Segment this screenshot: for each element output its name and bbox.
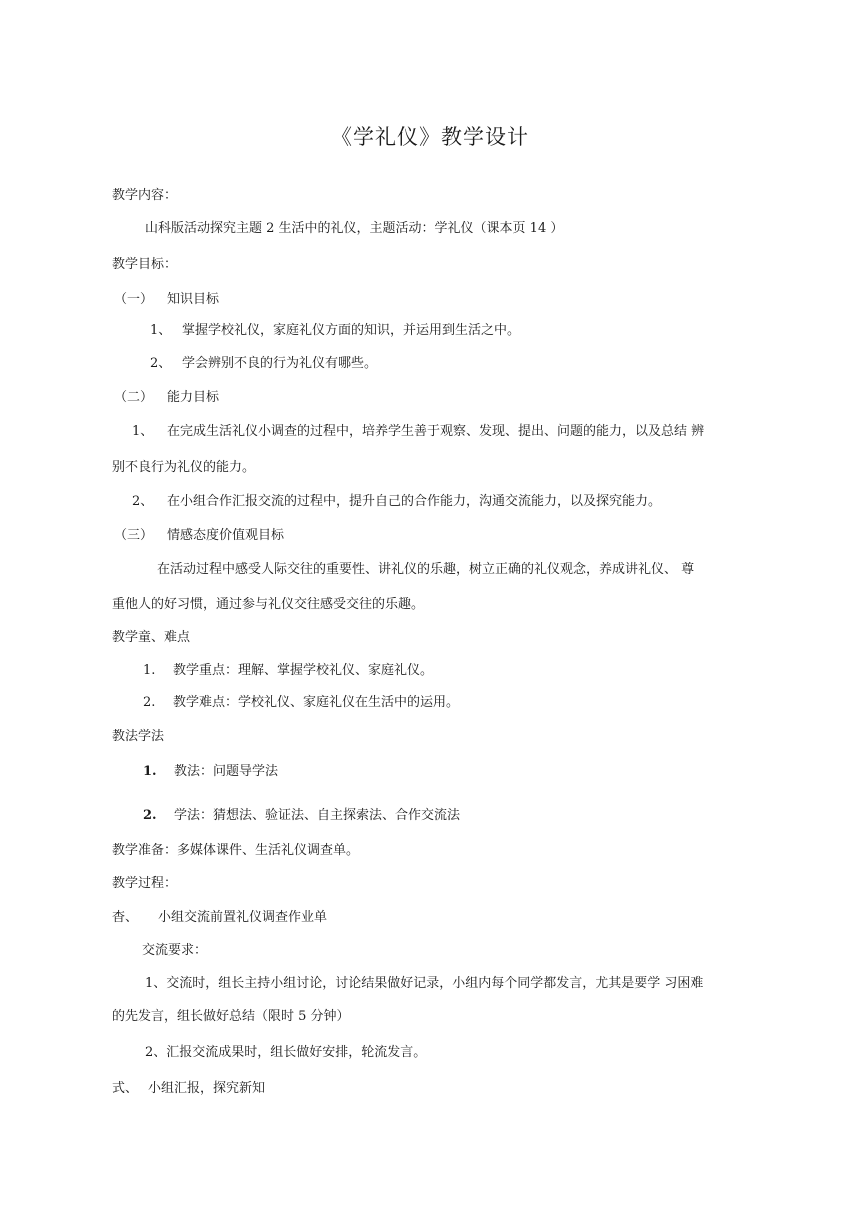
emotion-text: 在活动过程中感受人际交往的重要性、讲礼仪的乐趣，树立正确的礼仪观念，养成讲礼仪、 尊: [157, 562, 695, 577]
knowledge-item-num: 2、: [150, 356, 172, 371]
method-num: 1.: [143, 764, 157, 779]
ability-item-num: 1、: [132, 424, 154, 439]
process-heading: 教学过程：: [112, 876, 178, 891]
ability-item-num: 2、: [132, 494, 154, 509]
method-num: 2.: [143, 808, 157, 823]
requirement-text: 2、汇报交流成果时，组长做好安排，轮流发言。: [145, 1045, 427, 1060]
knowledge-item-text: 学会辨别不良的行为礼仪有哪些。: [182, 356, 378, 371]
step-label: 小组交流前置礼仪调查作业单: [158, 910, 328, 925]
content-heading: 教学内容：: [112, 188, 178, 203]
requirement-text-continued: 的先发言，组长做好总结（限时 5 分钟）: [112, 1009, 350, 1024]
method-text: 学法：猜想法、验证法、自主探索法、合作交流法: [174, 808, 461, 823]
key-point-num: 1.: [143, 663, 156, 678]
knowledge-item-num: 1、: [150, 323, 172, 338]
step-label: 小组汇报，探究新知: [148, 1081, 266, 1096]
knowledge-marker: （一）: [114, 292, 154, 307]
methods-heading: 教法学法: [112, 729, 165, 744]
knowledge-label: 知识目标: [167, 292, 220, 307]
emotion-marker: （三）: [114, 528, 154, 543]
method-text: 教法：问题导学法: [174, 764, 279, 779]
step-marker: 杳、: [112, 910, 139, 925]
key-points-heading: 教学童、难点: [112, 630, 191, 645]
knowledge-item-text: 掌握学校礼仪，家庭礼仪方面的知识，并运用到生活之中。: [182, 323, 521, 338]
key-point-text: 教学难点：学校礼仪、家庭礼仪在生活中的运用。: [173, 695, 460, 710]
objectives-heading: 教学目标：: [112, 257, 178, 272]
step-marker: 式、: [112, 1081, 139, 1096]
key-point-num: 2.: [143, 695, 156, 710]
requirements-label: 交流要求：: [142, 943, 208, 958]
emotion-text-continued: 重他人的好习惯，通过参与礼仪交往感受交往的乐趣。: [112, 597, 425, 612]
ability-item-text: 在完成生活礼仪小调查的过程中，培养学生善于观察、发现、提出、问题的能力，以及总结 辨: [167, 424, 705, 439]
ability-item-text: 在小组合作汇报交流的过程中，提升自己的合作能力，沟通交流能力，以及探究能力。: [167, 494, 662, 509]
document-title: 《学礼仪》教学设计: [331, 125, 529, 149]
ability-label: 能力目标: [167, 390, 220, 405]
ability-marker: （二）: [114, 390, 154, 405]
preparation-text: 教学准备：多媒体课件、生活礼仪调查单。: [112, 843, 360, 858]
content-text: 山科版活动探究主题 2 生活中的礼仪，主题活动：学礼仪（课本页 14 ）: [145, 221, 564, 236]
emotion-label: 情感态度价值观目标: [167, 528, 285, 543]
requirement-text: 1、交流时，组长主持小组讨论，讨论结果做好记录，小组内每个同学都发言，尤其是要学 习困难: [145, 976, 704, 991]
ability-item-text-continued: 别不良行为礼仪的能力。: [112, 460, 256, 475]
key-point-text: 教学重点：理解、掌握学校礼仪、家庭礼仪。: [173, 663, 434, 678]
